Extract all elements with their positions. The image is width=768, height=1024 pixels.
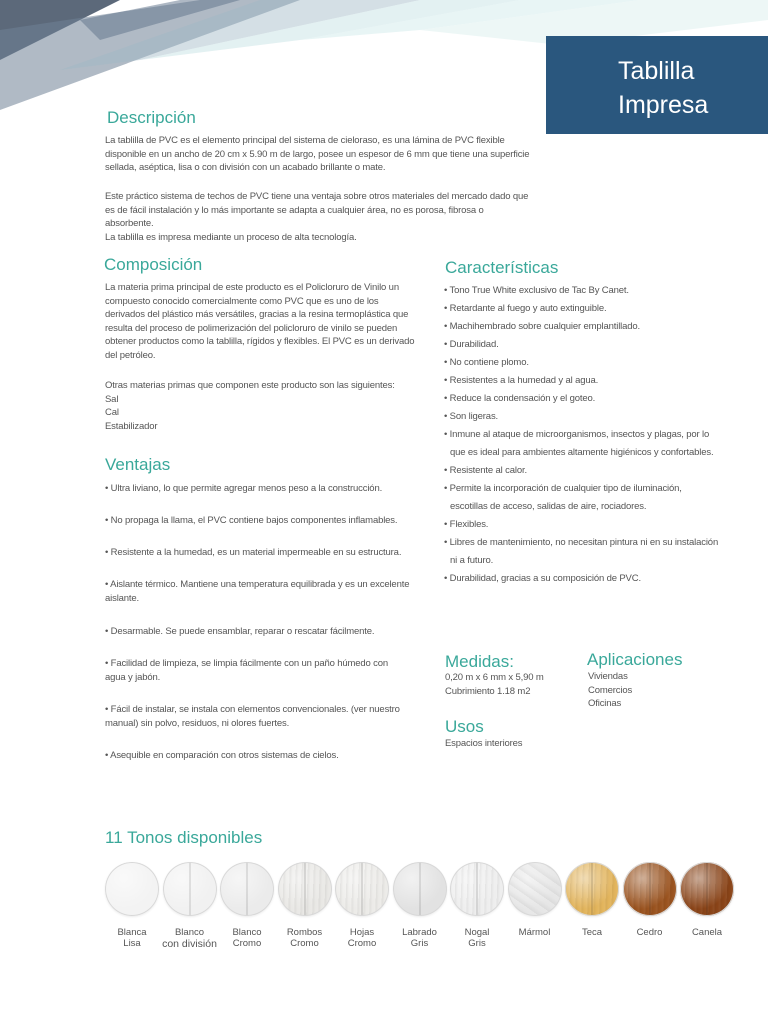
ventajas-item: • Desarmable. Se puede ensamblar, reparar o rescatar fácilmente. [105, 626, 375, 637]
usos-text: Espacios interiores [445, 738, 523, 749]
tone-swatch [393, 862, 447, 916]
caracteristica-item: • Permite la incorporación de cualquier tipo de iluminación, [444, 483, 682, 494]
ventajas-item: • Aislante térmico. Mantiene una temperatura equilibrada y es un excelente aislante. [105, 579, 410, 604]
aplicaciones-heading: Aplicaciones [587, 650, 683, 669]
tone-label-line: Lisa [123, 937, 141, 949]
caracteristica-item: • Inmune al ataque de microorganismos, insectos y plagas, por lo [444, 429, 710, 440]
caracteristicas-list [444, 285, 744, 595]
composicion-heading: Composición [104, 255, 203, 274]
aplicaciones-text: Viviendas Comercios Oficinas [588, 671, 633, 710]
tone-label-line: Cromo [290, 937, 319, 949]
tone-label-line: Cromo [347, 937, 377, 949]
materia-item: Estabilizador [105, 420, 158, 432]
caracteristica-item: escotillas de acceso, salidas de aire, rociadores. [450, 501, 647, 512]
tone-swatch [565, 862, 619, 916]
tone-label-line: Gris [410, 937, 429, 949]
tone-label-line: Blanca [117, 927, 147, 938]
tone-label-line: Blanco [232, 927, 262, 938]
tone-swatch [508, 862, 562, 916]
tonos-heading: 11 Tonos disponibles [105, 828, 263, 847]
caracteristica-item: • Resistente al calor. [444, 465, 527, 476]
caracteristica-item: ni a futuro. [450, 555, 494, 566]
tone-label-line: Cromo [232, 937, 262, 949]
caracteristica-item: • Reduce la condensación y el goteo. [444, 393, 596, 404]
descripcion-para-1: La tablilla de PVC es el elemento principal del sistema de cieloraso, es una lámina de PVC flexible disponible en un ancho de 20 cm x 5.90 m de largo, posee un espesor de 6 mm que tiene una superficie sellada, aséptica, lisa o con división con un acabado brillante o mate. [105, 135, 530, 174]
usos-heading: Usos [445, 717, 484, 736]
tone-label-line: Gris [468, 937, 486, 949]
caracteristica-item: que es ideal para ambientes altamente higiénicos y confortables. [450, 447, 714, 458]
tone-swatch [220, 862, 274, 916]
medidas-heading: Medidas: [445, 652, 514, 671]
tone-label-line: Cedro [636, 927, 663, 938]
tone-label-line: Nogal [464, 927, 490, 938]
caracteristica-item: • Retardante al fuego y auto extinguible. [444, 303, 607, 314]
composicion-otras: Otras materias primas que componen este producto son las siguientes: Sal Cal Estabilizador [105, 379, 425, 433]
tone-label [672, 928, 742, 939]
composicion-para: La materia prima principal de este producto es el Policloruro de Vinilo un compuesto conocido comercialmente como PVC que es uno de los derivados del plástico más versátiles, gracias a la resina termoplástica que resulta del proceso de polimerización del policloruro de vinilo se pueden obtener productos como la tablilla, rígidos y flexibles. El PVC es un derivado del petróleo. [105, 282, 415, 361]
caracteristica-item: • Durabilidad. [444, 339, 499, 350]
caracteristica-item: • Tono True White exclusivo de Tac By Canet. [444, 285, 629, 296]
title-line-2: Impresa [618, 91, 709, 119]
caracteristica-item: • Libres de mantenimiento, no necesitan pintura ni en su instalación [444, 537, 719, 548]
tone-swatch [278, 862, 332, 916]
tone-label-line: Blanco [174, 927, 205, 938]
tone-label-line: Rombos [286, 927, 323, 938]
caracteristica-item: • Durabilidad, gracias a su composición de PVC. [444, 573, 641, 584]
caracteristica-item: • Son ligeras. [444, 411, 499, 422]
tone-label-line: con división [162, 937, 217, 950]
caracteristica-item: • Resistentes a la humedad y al agua. [444, 375, 599, 386]
materia-item: Sal [105, 393, 119, 405]
ventajas-heading: Ventajas [105, 455, 171, 474]
tone-label-line: Mármol [518, 927, 551, 938]
ventajas-item: • No propaga la llama, el PVC contiene bajos componentes inflamables. [105, 515, 398, 526]
tone-swatch [680, 862, 734, 916]
descripcion-para-2: Este práctico sistema de techos de PVC tiene una ventaja sobre otros materiales del mercado dado que es de fácil instalación y lo más importante se adapta a cualquier área, no es porosa, fibrosa o absorbente. La tablilla es impresa mediante un proceso de alta tecnología. [105, 191, 529, 243]
ventajas-item: • Asequible en comparación con otros sistemas de cielos. [105, 750, 339, 761]
caracteristica-item: • Flexibles. [444, 519, 489, 530]
caracteristica-item: • Machihembrado sobre cualquier emplantillado. [444, 321, 641, 332]
tone-swatch [623, 862, 677, 916]
tone-label-line: Canela [691, 927, 723, 938]
tone-label-line: Teca [581, 927, 603, 938]
ventajas-item: • Fácil de instalar, se instala con elementos convencionales. (ver nuestro manual) sin polvo, residuos, ni olores fuertes. [105, 704, 400, 729]
tone-swatch [335, 862, 389, 916]
descripcion-heading: Descripción [107, 108, 196, 127]
title-line-1: Tablilla [618, 57, 695, 85]
tone-label-line: Hojas [349, 927, 375, 938]
tone-label-line: Labrado [402, 927, 437, 938]
ventajas-item: • Ultra liviano, lo que permite agregar menos peso a la construcción. [105, 483, 383, 494]
medidas-text: 0,20 m x 6 mm x 5,90 m Cubrimiento 1.18 m2 [445, 672, 544, 697]
tone-swatch [450, 862, 504, 916]
ventajas-item: • Facilidad de limpieza, se limpia fácilmente con un paño húmedo con agua y jabón. [105, 658, 389, 683]
caracteristicas-heading: Características [445, 258, 559, 277]
caracteristica-item: • No contiene plomo. [444, 357, 529, 368]
tone-swatch [163, 862, 217, 916]
ventajas-item: • Resistente a la humedad, es un material impermeable en su estructura. [105, 547, 402, 558]
title-box [546, 36, 768, 134]
materia-item: Cal [105, 407, 119, 419]
tone-swatch [105, 862, 159, 916]
